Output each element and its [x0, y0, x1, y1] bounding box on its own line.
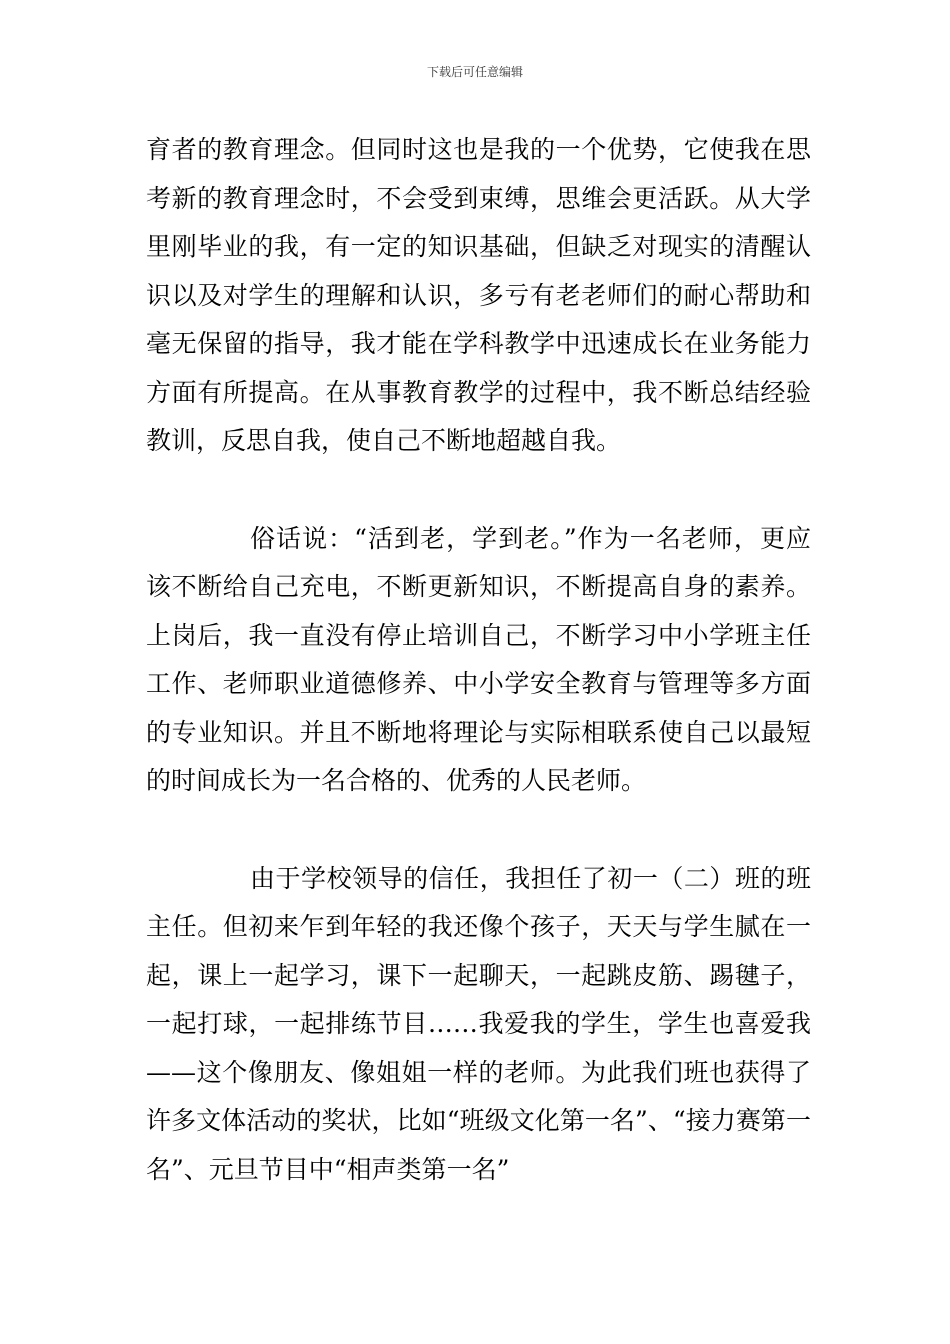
paragraph-2: 俗话说：“活到老，学到老。”作为一名老师，更应该不断给自己充电，不断更新知识，不断提高自身的素养。上岗后，我一直没有停止培训自己，不断学习中小学班主任工作、老师职业道德修养、中小学安全教育与管理等多方面的专业知识。并且不断地将理论与实际相联系使自己以最短的时间成长为一名合格的、优秀的人民老师。	[146, 523, 811, 795]
paragraph-1: 育者的教育理念。但同时这也是我的一个优势，它使我在思考新的教育理念时，不会受到束缚，思维会更活跃。从大学里刚毕业的我，有一定的知识基础，但缺乏对现实的清醒认识以及对学生的理解和认识，多亏有老老师们的耐心帮助和毫无保留的指导，我才能在学科教学中迅速成长在业务能力方面有所提高。在从事教育教学的过程中，我不断总结经验教训，反思自我，使自己不断地超越自我。	[146, 135, 811, 455]
paragraph-spacer	[146, 466, 811, 515]
paragraph-spacer	[146, 806, 811, 855]
document-body	[146, 126, 811, 1194]
page-header: 下载后可任意编辑	[426, 65, 523, 79]
paragraph-3: 由于学校领导的信任，我担任了初一（二）班的班主任。但初来乍到年轻的我还像个孩子，天天与学生腻在一起，课上一起学习，课下一起聊天，一起跳皮筋、踢毽子，一起打球，一起排练节目……我爱我的学生，学生也喜爱我——这个像朋友、像姐姐一样的老师。为此我们班也获得了许多文体活动的奖状，比如“班级文化第一名”、“接力赛第一名”、元旦节目中“相声类第一名”	[146, 863, 811, 1184]
